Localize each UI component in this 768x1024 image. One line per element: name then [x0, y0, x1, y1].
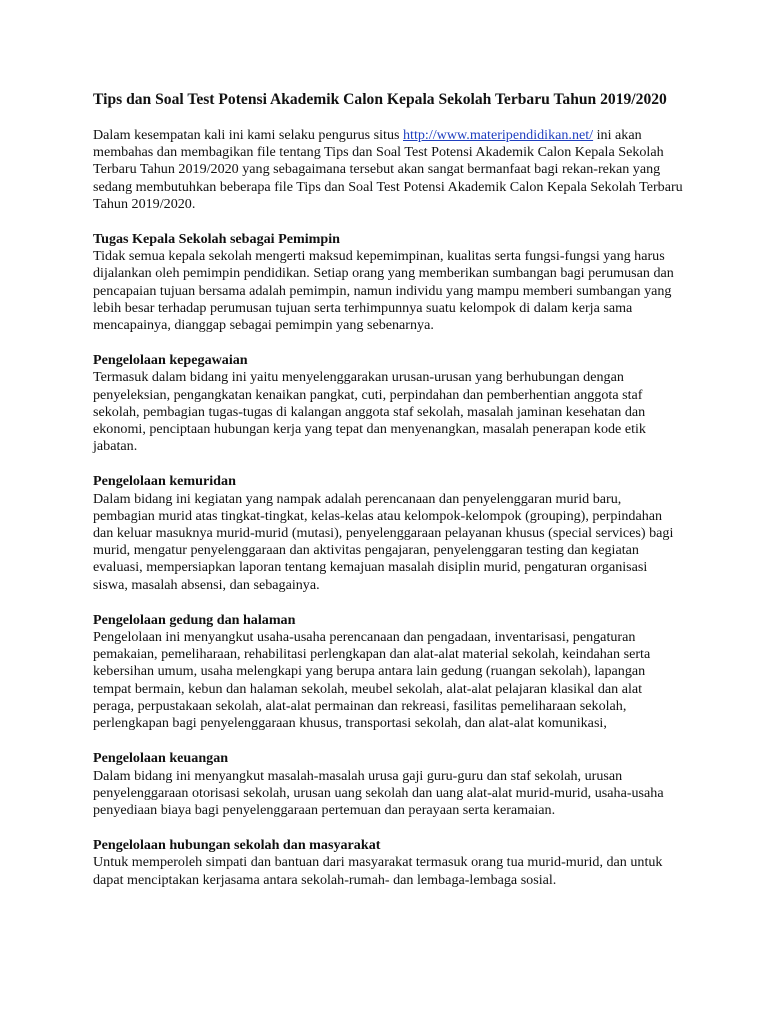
document-title: Tips dan Soal Test Potensi Akademik Calon Kepala Sekolah Terbaru Tahun 2019/2020: [93, 91, 667, 108]
document-page: [93, 90, 683, 907]
section-heading: Pengelolaan keuangan: [93, 750, 229, 767]
section-pengelolaan-kemuridan: [93, 473, 683, 593]
section-heading: Pengelolaan gedung dan halaman: [93, 611, 296, 628]
intro-text-after-link: ini akan membahas dan membagikan file tentang Tips dan Soal Test Potensi Akademik Calon Kepala Sekolah Terbaru Tahun 2019/2020 yang sebagaimana tersebut akan sangat bermanfaat bagi rekan-rekan yang sedang membutuhkan beberapa file Tips dan Soal Test Potensi Akademik Calon Kepala Sekolah Terbaru Tahun 2019/2020.: [93, 127, 683, 212]
section-tugas-kepala-sekolah: [93, 231, 683, 334]
section-body: Dalam bidang ini menyangkut masalah-masalah urusa gaji guru-guru dan staf sekolah, urusan penyelenggaraan otorisasi sekolah, urusan uang sekolah dan uang alat-alat murid-murid, usaha-usaha penyediaan biaya bagi penyelenggaraan pertemuan dan perayaan serta keramaian.: [93, 767, 664, 818]
section-body: Dalam bidang ini kegiatan yang nampak adalah perencanaan dan penyelenggaran murid baru, pembagian murid atas tingkat-tingkat, kelas-kelas atau kelompok-kelompok (grouping), perpindahan dan keluar masuknya murid-murid (mutasi), penyelenggaraan pelayanan khusus (special services) bagi murid, mengatur penyelenggaraan dan aktivitas pengajaran, penyelenggaran testing dan kegiatan evaluasi, mempersiapkan laporan tentang kemajuan masalah disiplin murid, pengaturan organisasi siswa, masalah absensi, dan sebagainya.: [93, 490, 674, 593]
section-pengelolaan-hubungan: [93, 837, 683, 889]
section-body: Untuk memperoleh simpati dan bantuan dari masyarakat termasuk orang tua murid-murid, dan untuk dapat menciptakan kerjasama antara sekolah-rumah- dan lembaga-lembaga sosial.: [93, 854, 663, 888]
section-pengelolaan-gedung: [93, 612, 683, 732]
section-pengelolaan-kepegawaian: [93, 352, 683, 455]
intro-paragraph: [93, 127, 683, 213]
intro-text-before-link: Dalam kesempatan kali ini kami selaku pengurus situs: [93, 127, 403, 143]
section-heading: Tugas Kepala Sekolah sebagai Pemimpin: [93, 231, 340, 248]
section-heading: Pengelolaan kepegawaian: [93, 352, 248, 369]
section-pengelolaan-keuangan: [93, 750, 683, 819]
section-body: Tidak semua kepala sekolah mengerti maksud kepemimpinan, kualitas serta fungsi-fungsi yang harus dijalankan oleh pemimpin pendidikan. Setiap orang yang memberikan sumbangan bagi perumusan dan pencapaian tujuan bersama adalah pemimpin, namun individu yang mampu memberi sumbangan yang lebih besar terhadap perumusan tujuan serta terhimpunnya suatu kelompok di dalam kerja sama mencapainya, dianggap sebagai pemimpin yang sebenarnya.: [93, 248, 674, 334]
section-heading: Pengelolaan kemuridan: [93, 473, 236, 490]
site-link[interactable]: http://www.materipendidikan.net/: [403, 127, 594, 143]
section-body: Termasuk dalam bidang ini yaitu menyelenggarakan urusan-urusan yang berhubungan dengan penyeleksian, pengangkatan kenaikan pangkat, cuti, perpindahan dan pemberhentian anggota staf sekolah, pembagian tugas-tugas di kalangan anggota staf sekolah, masalah jaminan kesehatan dan ekonomi, penciptaan hubungan kerja yang tepat dan menyenangkan, masalah penerapan kode etik jabatan.: [93, 369, 646, 455]
section-body: Pengelolaan ini menyangkut usaha-usaha perencanaan dan pengadaan, inventarisasi, pengaturan pemakaian, pemeliharaan, rehabilitasi perlengkapan dan alat-alat material sekolah, keindahan serta kebersihan umum, usaha melengkapi yang berupa antara lain gedung (ruangan sekolah), lapangan tempat bermain, kebun dan halaman sekolah, meubel sekolah, alat-alat pelajaran klasikal dan alat peraga, perpustakaan sekolah, alat-alat permainan dan rekreasi, fasilitas pemeliharaan sekolah, perlengkapan bagi penyelenggaraan khusus, transportasi sekolah, dan alat-alat komunikasi,: [93, 629, 651, 732]
section-heading: Pengelolaan hubungan sekolah dan masyarakat: [93, 837, 381, 854]
